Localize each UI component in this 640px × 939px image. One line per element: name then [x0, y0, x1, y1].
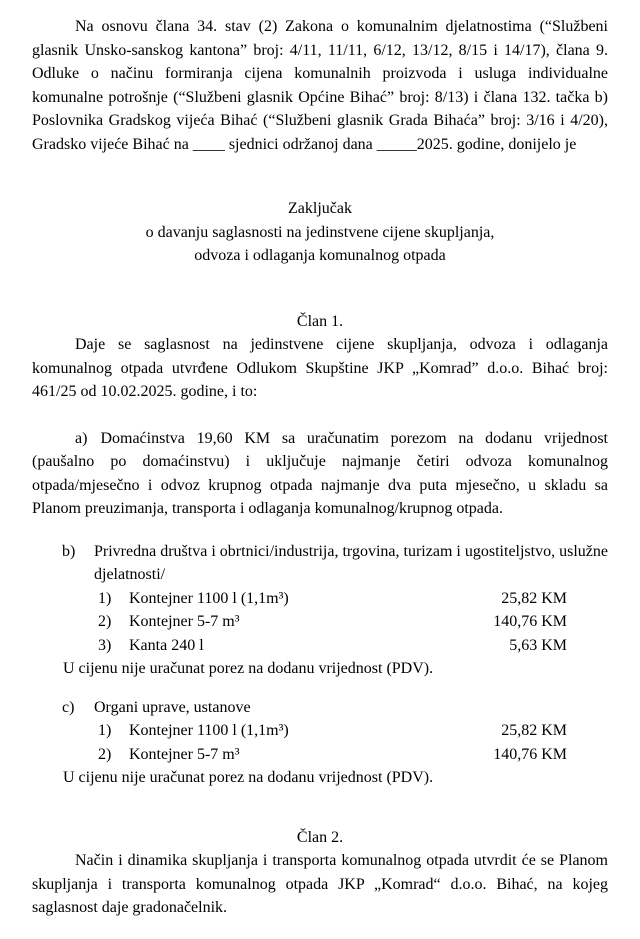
- item-b-marker: b): [62, 542, 76, 560]
- price-row: [32, 587, 608, 611]
- row-marker: 1): [98, 722, 112, 739]
- price-row: [32, 743, 608, 767]
- row-price: 25,82 KM: [501, 722, 567, 739]
- item-c: [32, 696, 608, 790]
- row-marker: 3): [98, 636, 112, 654]
- document-title: [32, 197, 608, 268]
- article-2-body: Način i dinamika skupljanja i transporta komunalnog otpada utvrdit će se Planom skupljanja i transporta komunalnog otpada JKP „Komrad“ d.o.o. Bihać, na kojeg saglasnost daje gradonačelnik.: [32, 852, 608, 916]
- title-line-3: odvoza i odlaganja komunalnog otpada: [194, 247, 446, 264]
- price-row: [32, 634, 608, 658]
- title-line-1: Zaključak: [288, 200, 352, 217]
- row-price: 140,76 KM: [493, 745, 567, 763]
- price-row: [32, 610, 608, 634]
- vat-note-c: U cijenu nije uračunat porez na dodanu vrijednost (PDV).: [63, 769, 434, 786]
- intro-paragraph: Na osnovu člana 34. stav (2) Zakona o komunalnim djelatnostima (“Službeni glasnik Unsko-sanskog kantona” broj: 4/11, 11/11, 6/12, 13/12, 8/15 i 14/17), člana 9. Odluke o načinu formiranja cijena komunalnih proizvoda i usluga individualne komunalne potrošnje (“Službeni glasnik Općine Bihać” broj: 8/13) i člana 132. tačka b) Poslovnika Gradskog vijeća Bihać (“Službeni glasnik Grada Bihaća” broj: 3/16 i 4/20), Gradsko vijeće Bihać na ____ sjednici održanoj dana _____2025. godine, donijelo je: [32, 18, 608, 153]
- item-b-intro: [32, 540, 608, 587]
- row-label: Kontejner 1100 l (1,1m³): [129, 589, 289, 607]
- price-row: [32, 719, 608, 743]
- row-label: Kontejner 5-7 m³: [129, 745, 240, 763]
- row-marker: 1): [98, 589, 112, 607]
- title-line-2: o davanju saglasnosti na jedinstvene cijene skupljanja,: [145, 223, 495, 241]
- item-a-marker: a): [75, 429, 88, 447]
- row-price: 25,82 KM: [501, 589, 567, 607]
- row-marker: 2): [98, 745, 112, 763]
- article-2-heading: Član 2.: [296, 828, 344, 846]
- item-a: [32, 427, 608, 521]
- article-1-body: Daje se saglasnost na jedinstvene cijene skupljanja, odvoza i odlaganja komunalnog otpada utvrđene Odlukom Skupštine JKP „Komrad” d.o.o. Bihać broj: 461/25 od 10.02.2025. godine, i to:: [32, 336, 608, 400]
- row-label: Kanta 240 l: [129, 636, 204, 654]
- vat-note-b: U cijenu nije uračunat porez na dodanu vrijednost (PDV).: [63, 660, 434, 677]
- item-c-intro: [32, 696, 608, 720]
- row-label: Kontejner 5-7 m³: [129, 613, 240, 630]
- item-b: [32, 540, 608, 681]
- row-marker: 2): [98, 613, 112, 630]
- item-c-text: Organi uprave, ustanove: [94, 698, 251, 716]
- item-a-text: Domaćinstva 19,60 KM sa uračunatim porezom na dodanu vrijednost (paušalno po domaćinstvu) i uključuje najmanje četiri odvoza komunalnog otpada/mjesečno i odvoz krupnog otpada najmanje dva puta mjesečno, u skladu sa Planom preuzimanja, transporta i odlaganja komunalnog/krupnog otpada.: [32, 429, 608, 517]
- row-price: 140,76 KM: [493, 613, 567, 630]
- item-c-marker: c): [62, 698, 75, 716]
- article-1-heading: Član 1.: [296, 312, 344, 330]
- item-b-text: Privredna društva i obrtnici/industrija, trgovina, turizam i ugostiteljstvo, uslužne djelatnosti/: [94, 542, 608, 583]
- row-price: 5,63 KM: [509, 636, 567, 654]
- row-label: Kontejner 1100 l (1,1m³): [129, 722, 289, 739]
